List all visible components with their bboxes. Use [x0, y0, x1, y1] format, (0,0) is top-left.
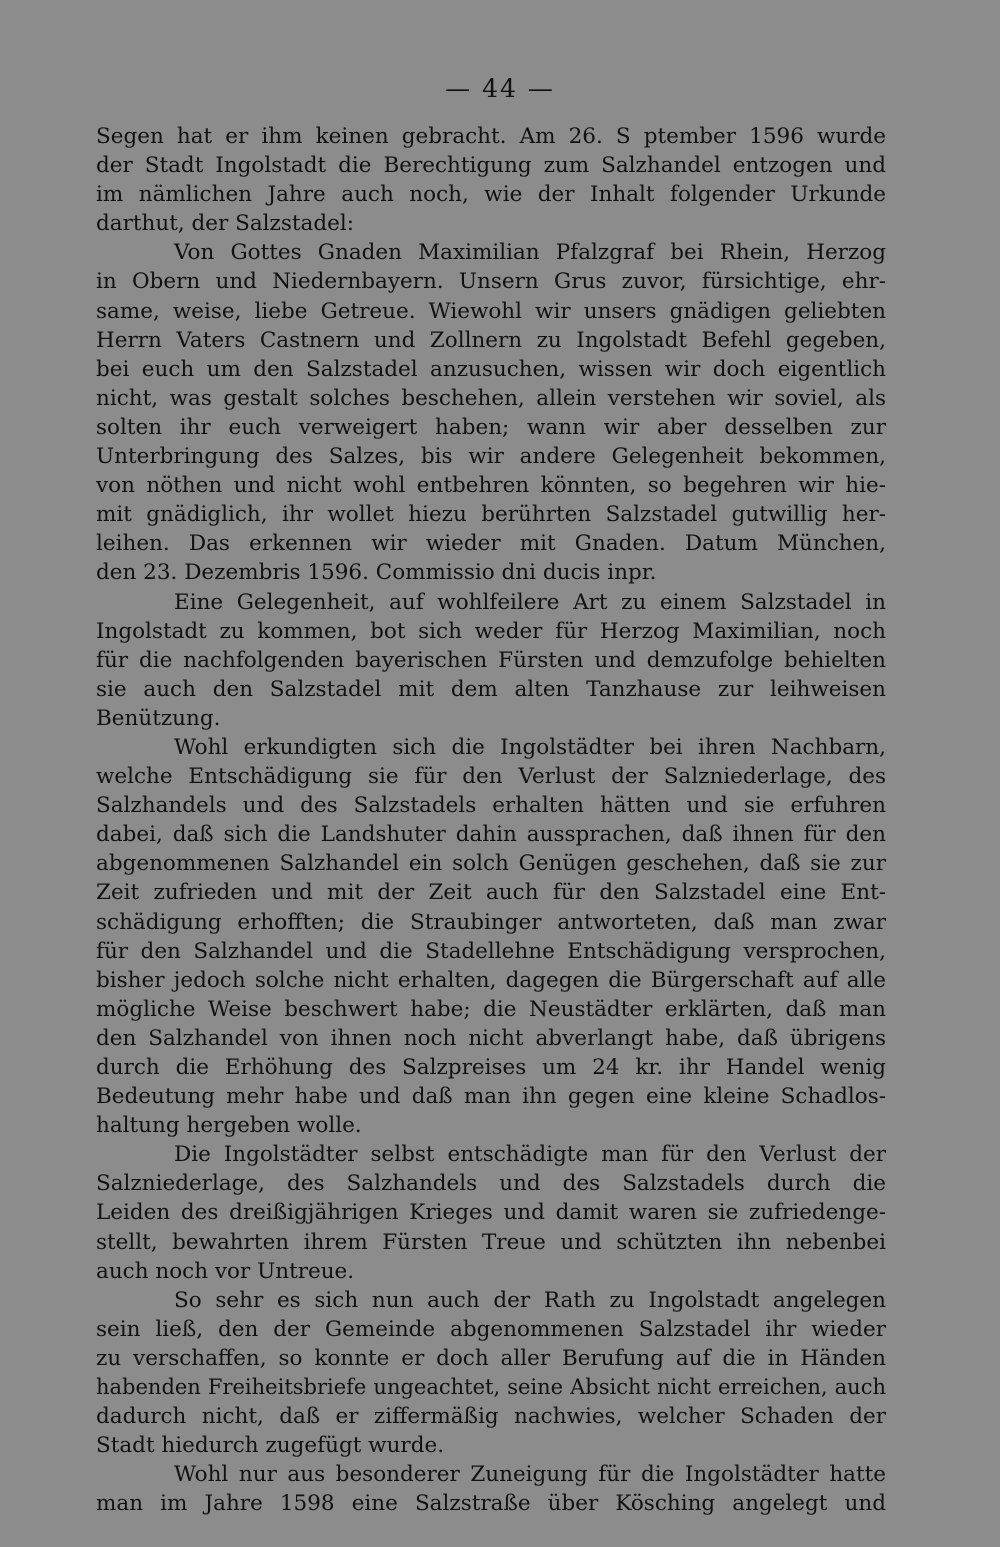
text-line: dadurch nicht, daß er ziffermäßig nachwies, welcher Schaden der [96, 1404, 886, 1430]
text-line: Salzhandels und des Salzstadels erhalten hätten und sie erfuhren [96, 793, 886, 819]
text-line: Von Gottes Gnaden Maximilian Pfalzgraf bei Rhein, Herzog [174, 240, 886, 266]
text-line: Benützung. [96, 705, 221, 731]
text-line: sie auch den Salzstadel mit dem alten Tanzhause zur leihweisen [96, 676, 886, 702]
text-line: für den Salzhandel und die Stadellehne Entschädigung versprochen, [96, 938, 886, 964]
text-line: Segen hat er ihm keinen gebracht. Am 26. S ptember 1596 wurde [96, 124, 886, 149]
text-line: bei euch um den Salzstadel anzusuchen, wissen wir doch eigentlich [96, 356, 886, 382]
page-number: — 44 — [445, 74, 555, 103]
body-text [96, 122, 886, 1519]
text-line: sein ließ, den der Gemeinde abgenommenen Salzstadel ihr wieder [96, 1316, 886, 1342]
text-line: darthut, der Salzstadel: [96, 211, 354, 237]
text-line: Salzniederlage, des Salzhandels und des Salzstadels durch die [96, 1171, 886, 1197]
text-line: Stadt hiedurch zugefügt wurde. [96, 1433, 445, 1459]
text-line: von nöthen und nicht wohl entbehren könnten, so begehren wir hie- [96, 473, 886, 499]
text-line: im nämlichen Jahre auch noch, wie der Inhalt folgender Urkunde [96, 182, 886, 208]
text-line: Unterbringung des Salzes, bis wir andere Gelegenheit bekommen, [96, 444, 886, 470]
text-line: Herrn Vaters Castnern und Zollnern zu Ingolstadt Befehl gegeben, [96, 327, 886, 353]
text-line: den Salzhandel von ihnen noch nicht abverlangt habe, daß übrigens [96, 1025, 886, 1051]
text-line: welche Entschädigung sie für den Verlust der Salzniederlage, des [96, 764, 886, 790]
text-line: stellt, bewahrten ihrem Fürsten Treue und schützten ihn nebenbei [96, 1229, 886, 1255]
text-line: schädigung erhofften; die Straubinger antworteten, daß man zwar [96, 909, 886, 935]
text-line: der Stadt Ingolstadt die Berechtigung zum Salzhandel entzogen und [96, 153, 886, 179]
text-line: leihen. Das erkennen wir wieder mit Gnaden. Datum München, [96, 531, 886, 557]
text-line: Die Ingolstädter selbst entschädigte man für den Verlust der [174, 1142, 886, 1168]
text-line: solten ihr euch verweigert haben; wann wir aber desselben zur [96, 414, 886, 440]
text-line: Ingolstadt zu kommen, bot sich weder für Herzog Maximilian, noch [96, 618, 886, 644]
text-line: Eine Gelegenheit, auf wohlfeilere Art zu einem Salzstadel in [174, 589, 886, 615]
text-line: den 23. Dezembris 1596. Commissio dni ducis inpr. [96, 560, 657, 586]
text-line: Wohl erkundigten sich die Ingolstädter bei ihren Nachbarn, [174, 734, 886, 760]
text-line: bisher jedoch solche nicht erhalten, dagegen die Bürgerschaft auf alle [96, 967, 886, 993]
text-line: nicht, was gestalt solches beschehen, allein verstehen wir soviel, als [96, 385, 886, 411]
text-line: auch noch vor Untreue. [96, 1258, 355, 1284]
text-line: zu verschaffen, so konnte er doch aller Berufung auf die in Händen [96, 1345, 886, 1371]
text-line: Leiden des dreißigjährigen Krieges und damit waren sie zufriedenge- [96, 1200, 886, 1226]
text-line: dabei, daß sich die Landshuter dahin aussprachen, daß ihnen für den [96, 822, 886, 848]
text-line: habenden Freiheitsbriefe ungeachtet, seine Absicht nicht erreichen, auch [96, 1375, 886, 1400]
text-line: in Obern und Niedernbayern. Unsern Grus zuvor, fürsichtige, ehr- [96, 269, 886, 295]
text-line: Wohl nur aus besonderer Zuneigung für die Ingolstädter hatte [174, 1462, 886, 1488]
text-line: same, weise, liebe Getreue. Wiewohl wir unsers gnädigen geliebten [96, 298, 886, 324]
text-line: mit gnädiglich, ihr wollet hiezu berührten Salzstadel gutwillig her- [96, 502, 886, 528]
text-line: Bedeutung mehr habe und daß man ihn gegen eine kleine Schadlos- [96, 1084, 886, 1110]
text-line: So sehr es sich nun auch der Rath zu Ingolstadt angelegen [174, 1287, 886, 1313]
text-line: durch die Erhöhung des Salzpreises um 24 kr. ihr Handel wenig [96, 1055, 886, 1080]
text-line: mögliche Weise beschwert habe; die Neustädter erklärten, daß man [96, 996, 886, 1022]
text-line: für die nachfolgenden bayerischen Fürsten und demzufolge behielten [96, 647, 886, 673]
text-line: abgenommenen Salzhandel ein solch Genügen geschehen, daß sie zur [96, 851, 886, 877]
text-line: man im Jahre 1598 eine Salzstraße über Kösching angelegt und [96, 1491, 886, 1517]
text-line: Zeit zufrieden und mit der Zeit auch für den Salzstadel eine Ent- [96, 880, 886, 906]
text-line: haltung hergeben wolle. [96, 1113, 362, 1139]
